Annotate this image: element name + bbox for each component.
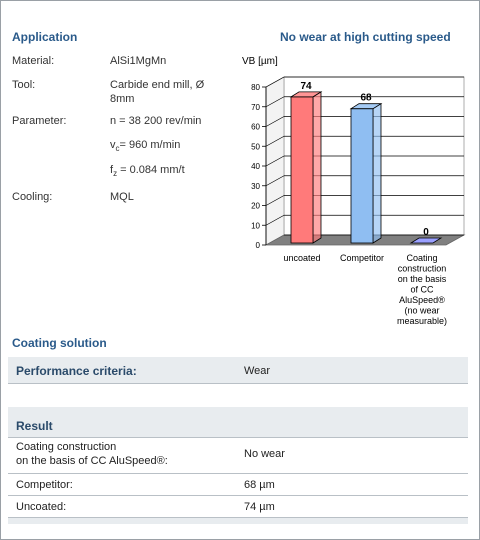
material-value: AlSi1MgMn (110, 55, 167, 67)
footer-band (8, 518, 468, 524)
application-heading: Application (12, 30, 78, 44)
performance-criteria-label: Performance criteria: (16, 364, 137, 378)
coating-solution-heading: Coating solution (12, 336, 107, 350)
result-row-label (16, 440, 168, 468)
parameter-fz-value (110, 163, 185, 181)
result-uncoated-value: 74 µm (244, 501, 275, 513)
vc-subscript: c (115, 144, 120, 154)
x-tick-label: Coating (406, 253, 438, 263)
x-tick-label: AluSpeed® (399, 295, 445, 305)
bar-side (373, 104, 381, 243)
cooling-label: Cooling: (12, 191, 53, 203)
fz-text: = 0.084 mm/t (117, 164, 185, 176)
result-coating-label-line2: on the basis of CC AluSpeed®: (16, 455, 168, 467)
divider (8, 473, 468, 474)
bar-side (313, 92, 321, 243)
vc-symbol: v (110, 139, 116, 151)
result-coating-value: No wear (244, 448, 285, 460)
data-label: 68 (360, 92, 372, 104)
y-tick-label: 50 (251, 142, 260, 152)
y-tick-label: 60 (251, 122, 260, 132)
y-tick-label: 40 (251, 162, 260, 171)
result-competitor-label: Competitor: (16, 479, 73, 491)
x-tick-label: construction (397, 263, 447, 274)
y-tick-label: 20 (251, 201, 260, 211)
parameter-label: Parameter: (12, 115, 67, 127)
result-coating-label-line1: Coating construction (16, 441, 117, 453)
vc-text: = 960 m/min (119, 139, 181, 151)
tool-label: Tool: (12, 79, 36, 91)
x-tick-label: on the basis (397, 274, 447, 284)
bar (291, 97, 313, 243)
x-tick-label: of CC (410, 284, 434, 295)
result-uncoated-label: Uncoated: (16, 501, 67, 513)
y-tick-label: 0 (255, 241, 260, 250)
divider (8, 437, 468, 438)
x-tick-label: (no wear (404, 305, 440, 316)
performance-criteria-value: Wear (244, 365, 271, 377)
divider (8, 495, 468, 496)
result-band (8, 407, 468, 437)
x-tick-label: uncoated (283, 253, 321, 263)
material-label: Material: (12, 55, 55, 67)
tool-value: Carbide end mill, Ø 8mm (110, 79, 205, 105)
bar-chart (240, 50, 475, 340)
fz-symbol: f (110, 164, 114, 176)
parameter-vc-value (110, 138, 180, 156)
parameter-n-value: n = 38 200 rev/min (110, 115, 202, 127)
fz-subscript: z (113, 169, 118, 179)
x-tick-label: measurable) (396, 316, 448, 326)
x-tick-label: Competitor (339, 253, 385, 263)
result-competitor-value: 68 µm (244, 479, 275, 491)
bar (351, 109, 373, 243)
y-tick-label: 80 (251, 83, 260, 92)
result-heading: Result (16, 419, 53, 433)
data-label: 0 (423, 227, 429, 238)
y-tick-label: 70 (251, 102, 260, 112)
divider (8, 383, 468, 384)
y-tick-label: 10 (251, 221, 260, 231)
chart-title: No wear at high cutting speed (280, 30, 451, 44)
data-label: 74 (300, 80, 312, 92)
y-tick-label: 30 (251, 181, 260, 191)
y-axis-label: VB [µm] (242, 56, 278, 67)
cooling-value: MQL (110, 191, 134, 203)
